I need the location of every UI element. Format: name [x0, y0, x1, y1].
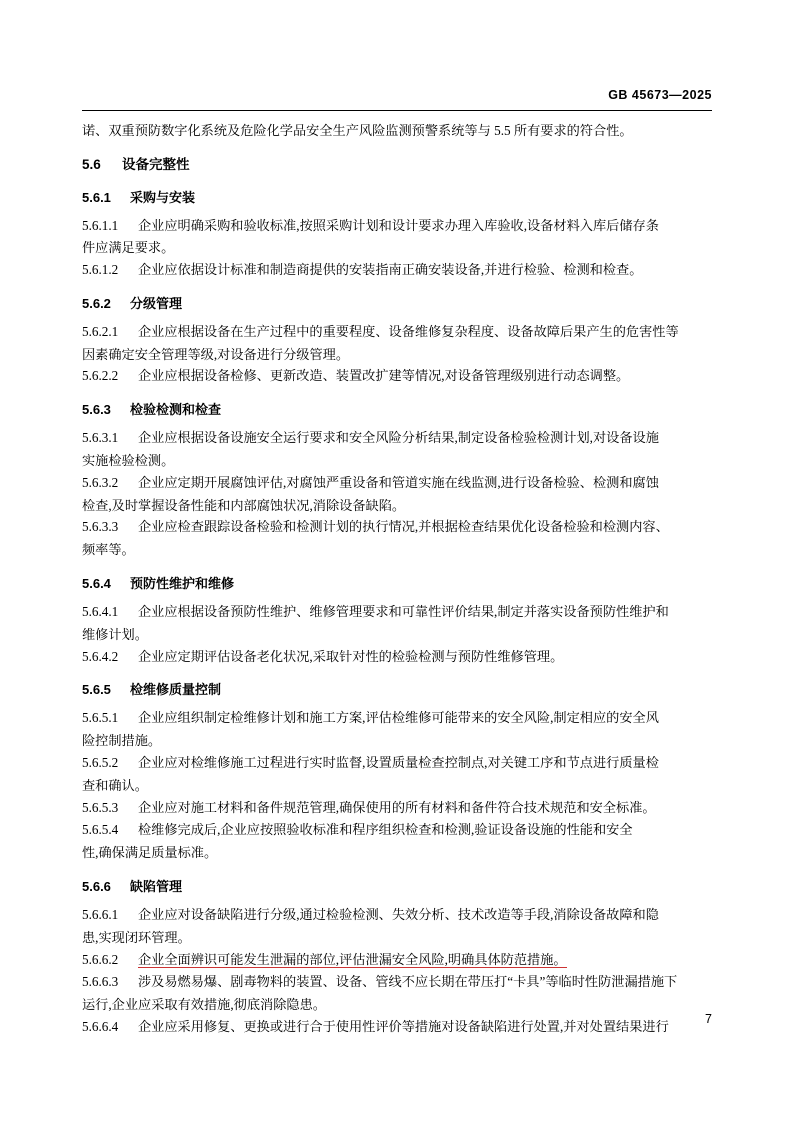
clause-text-line: 企业应对施工材料和备件规范管理,确保使用的所有材料和备件符合技术规范和安全标准。 — [138, 799, 656, 815]
clause-text-line: 企业应根据设备在生产过程中的重要程度、设备维修复杂程度、设备故障后果产生的危害性等 — [138, 323, 679, 339]
clause-5-6-4-2 — [82, 646, 712, 668]
heading-5-6-2-number: 5.6.2 — [82, 295, 111, 311]
clause-5-6-3-2 — [82, 472, 712, 517]
clause-number: 5.6.6.2 — [82, 951, 119, 967]
heading-5-6-1-title: 采购与安装 — [130, 189, 196, 205]
page-header — [608, 88, 712, 102]
clause-text-line: 企业应定期评估设备老化状况,采取针对性的检验检测与预防性维修管理。 — [138, 648, 564, 664]
clause-text-line: 涉及易燃易爆、剧毒物料的装置、设备、管线不应长期在带压打“卡具”等临时性防泄漏措施下 — [138, 974, 678, 990]
clause-number: 5.6.3.3 — [82, 519, 119, 535]
heading-5-6-6 — [82, 877, 712, 896]
heading-5-6-2 — [82, 294, 712, 313]
clause-number: 5.6.1.1 — [82, 217, 119, 233]
heading-5-6-4-title: 预防性维护和维修 — [130, 576, 235, 592]
clause-number: 5.6.5.3 — [82, 799, 119, 815]
clause-text-line: 企业应明确采购和验收标准,按照采购计划和设计要求办理入库验收,设备材料入库后储存条 — [138, 217, 659, 233]
clause-5-6-5-2 — [82, 752, 712, 797]
top-continuation-paragraph: 诺、双重预防数字化系统及危险化学品安全生产风险监测预警系统等与 5.5 所有要求的符合性。 — [82, 123, 633, 138]
clause-number: 5.6.2.1 — [82, 323, 119, 339]
clause-text-line: 检维修完成后,企业应按照验收标准和程序组织检查和检测,验证设备设施的性能和安全 — [138, 822, 633, 838]
clause-text-line: 企业应根据设备设施安全运行要求和安全风险分析结果,制定设备检验检测计划,对设备设施 — [138, 430, 659, 446]
heading-5-6 — [82, 155, 712, 175]
clause-text-line: 件应满足要求。 — [82, 240, 175, 256]
heading-5-6-6-number: 5.6.6 — [82, 879, 111, 895]
clause-5-6-6-4 — [82, 1016, 712, 1038]
clause-5-6-3-1 — [82, 427, 712, 472]
clause-number: 5.6.2.2 — [82, 368, 119, 384]
clause-text-line: 企业应依据设计标准和制造商提供的安装指南正确安装设备,并进行检验、检测和检查。 — [138, 262, 643, 278]
clause-number: 5.6.6.1 — [82, 907, 119, 923]
clause-text-line: 企业应检查跟踪设备检验和检测计划的执行情况,并根据检查结果优化设备检验和检测内容、 — [138, 519, 669, 535]
heading-5-6-1 — [82, 188, 712, 207]
standard-code: GB 45673—2025 — [608, 88, 712, 102]
heading-5-6-2-title: 分级管理 — [130, 295, 183, 311]
clause-text-line: 频率等。 — [82, 542, 135, 558]
clause-text-line: 性,确保满足质量标准。 — [82, 845, 218, 861]
heading-5-6-3 — [82, 400, 712, 419]
clause-5-6-6-3 — [82, 971, 712, 1016]
clause-text-line: 险控制措施。 — [82, 733, 162, 749]
heading-5-6-3-title: 检验检测和检查 — [130, 402, 222, 418]
clause-number: 5.6.3.2 — [82, 474, 119, 490]
clause-text-line: 患,实现闭环管理。 — [82, 929, 191, 945]
heading-5-6-6-title: 缺陷管理 — [130, 879, 183, 895]
clause-text-line: 企业应根据设备预防性维护、维修管理要求和可靠性评价结果,制定并落实设备预防性维护和 — [138, 604, 669, 620]
clause-text-line: 企业应对检维修施工过程进行实时监督,设置质量检查控制点,对关键工序和节点进行质量检 — [138, 755, 659, 771]
clause-number: 5.6.6.4 — [82, 1019, 119, 1035]
clause-number: 5.6.5.1 — [82, 710, 119, 726]
heading-5-6-5-title: 检维修质量控制 — [130, 682, 222, 698]
clause-text-line: 企业应定期开展腐蚀评估,对腐蚀严重设备和管道实施在线监测,进行设备检验、检测和腐蚀 — [138, 474, 659, 490]
heading-5-6-title: 设备完整性 — [122, 156, 190, 172]
clause-5-6-2-1 — [82, 321, 712, 366]
clause-5-6-1-1 — [82, 215, 712, 260]
clause-text-line: 企业应根据设备检修、更新改造、装置改扩建等情况,对设备管理级别进行动态调整。 — [138, 368, 630, 384]
clause-text-line: 检查,及时掌握设备性能和内部腐蚀状况,消除设备缺陷。 — [82, 497, 406, 513]
clause-number: 5.6.3.1 — [82, 430, 119, 446]
heading-5-6-4-number: 5.6.4 — [82, 576, 111, 592]
clause-5-6-6-1 — [82, 904, 712, 949]
clause-5-6-5-1 — [82, 707, 712, 752]
clause-5-6-5-4 — [82, 819, 712, 864]
heading-5-6-5-number: 5.6.5 — [82, 682, 111, 698]
clause-5-6-6-2 — [82, 949, 712, 971]
clause-text-line: 查和确认。 — [82, 777, 148, 793]
clause-text-line: 企业应组织制定检维修计划和施工方案,评估检维修可能带来的安全风险,制定相应的安全风 — [138, 710, 659, 726]
heading-5-6-1-number: 5.6.1 — [82, 189, 111, 205]
clause-text-line: 实施检验检测。 — [82, 453, 175, 469]
clause-number: 5.6.4.2 — [82, 648, 119, 664]
clause-number: 5.6.5.4 — [82, 822, 119, 838]
clause-text-line: 运行,企业应采取有效措施,彻底消除隐患。 — [82, 997, 326, 1013]
page-number: 7 — [705, 1012, 712, 1026]
clause-5-6-3-3 — [82, 516, 712, 561]
clause-5-6-2-2 — [82, 365, 712, 387]
header-rule — [82, 110, 712, 111]
clause-5-6-1-2 — [82, 259, 712, 281]
clause-text-line: 因素确定安全管理等级,对设备进行分级管理。 — [82, 346, 350, 362]
clause-text-line: 维修计划。 — [82, 626, 148, 642]
clause-number: 5.6.6.3 — [82, 974, 119, 990]
clause-text-line: 企业全面辨识可能发生泄漏的部位,评估泄漏安全风险,明确具体防范措施。 — [138, 951, 567, 967]
heading-5-6-3-number: 5.6.3 — [82, 402, 111, 418]
clause-number: 5.6.5.2 — [82, 755, 119, 771]
clause-5-6-5-3 — [82, 797, 712, 819]
clause-5-6-4-1 — [82, 601, 712, 646]
clause-text-line: 企业应对设备缺陷进行分级,通过检验检测、失效分析、技术改造等手段,消除设备故障和隐 — [138, 907, 659, 923]
clause-text-line: 企业应采用修复、更换或进行合于使用性评价等措施对设备缺陷进行处置,并对处置结果进行 — [138, 1019, 669, 1035]
heading-5-6-4 — [82, 574, 712, 593]
heading-5-6-5 — [82, 680, 712, 699]
document-body — [82, 120, 712, 1039]
clause-number: 5.6.4.1 — [82, 604, 119, 620]
clause-number: 5.6.1.2 — [82, 262, 119, 278]
heading-5-6-number: 5.6 — [82, 156, 101, 172]
